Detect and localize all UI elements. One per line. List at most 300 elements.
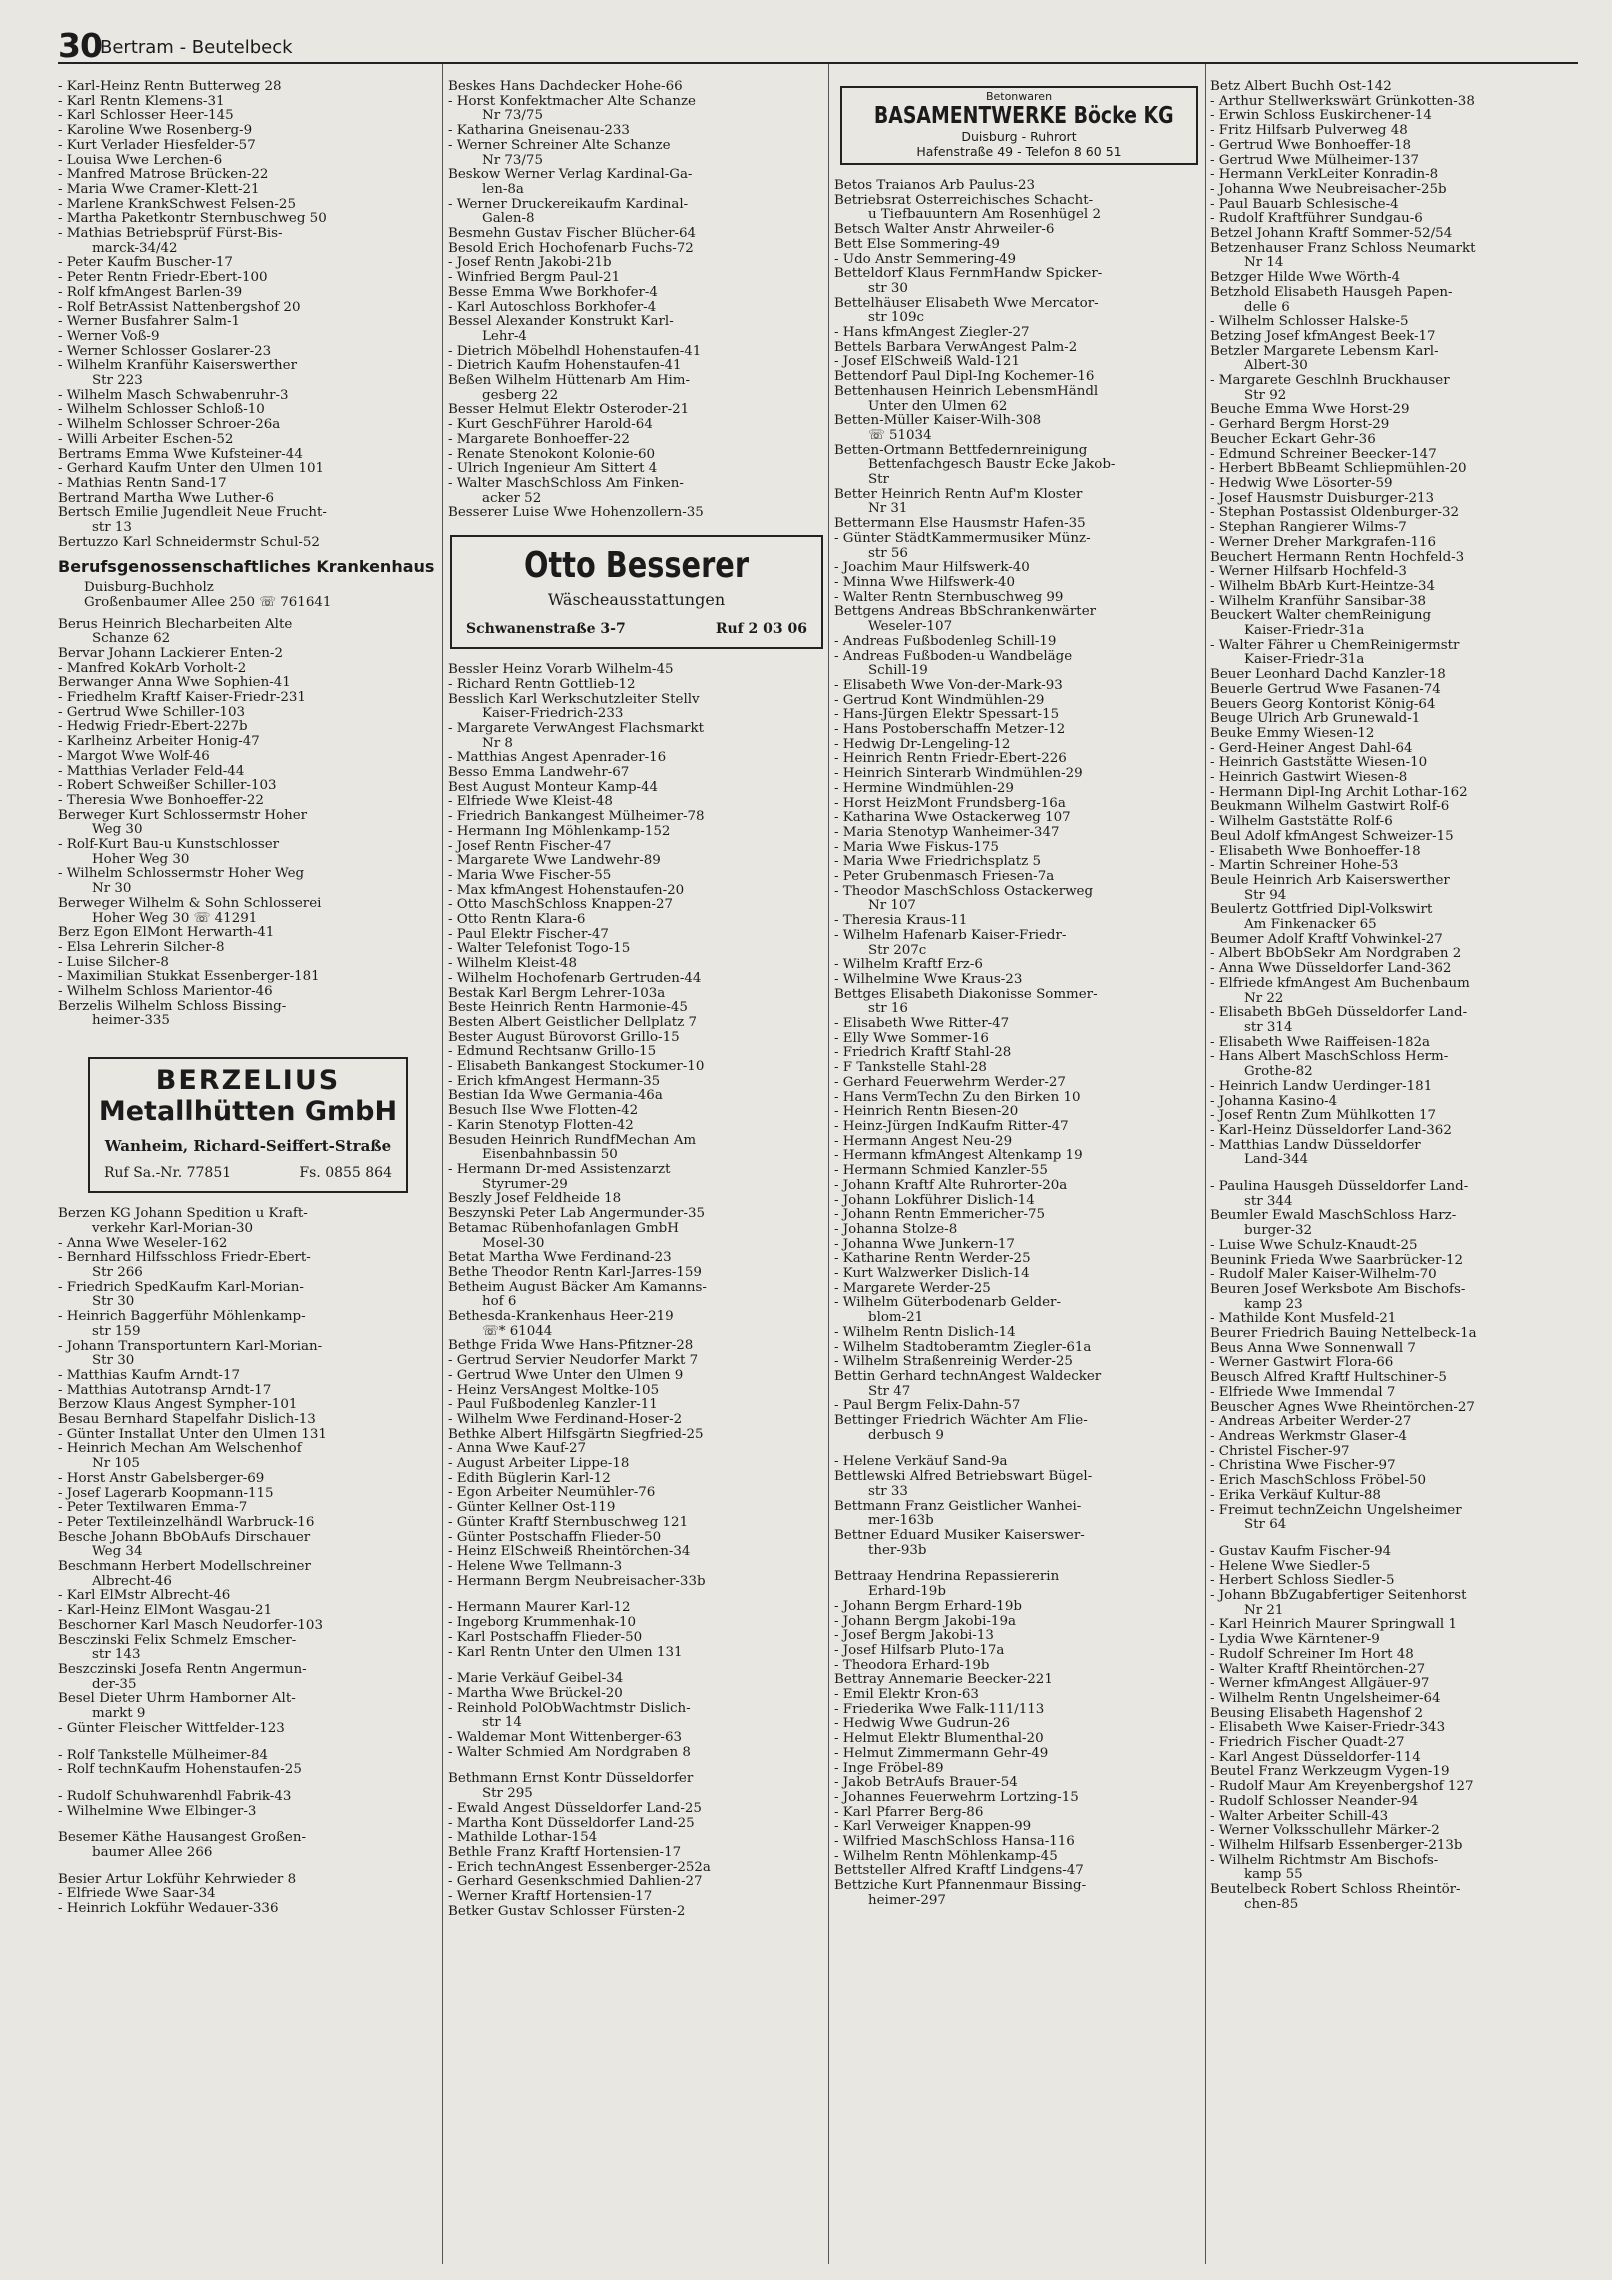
listing-entry: - Kurt Walzwerker Dislich-14 xyxy=(834,1267,1030,1282)
listing-entry: - Wilfried MaschSchloss Hansa-116 xyxy=(834,1835,1075,1850)
header-title: Bertram - Beutelbeck xyxy=(100,37,293,58)
listing-entry: Bethke Albert Hilfsgärtn Siegfried-25 xyxy=(448,1427,704,1442)
listing-entry: - Paul Bergm Felix-Dahn-57 xyxy=(834,1399,1021,1414)
listing-entry: - Horst HeizMont Frundsberg-16a xyxy=(834,796,1066,811)
listing-entry: - Dietrich Möbelhdl Hohenstaufen-41 xyxy=(448,344,702,359)
listing-entry: - Willi Arbeiter Eschen-52 xyxy=(58,432,234,447)
listing-entry: Beschmann Herbert Modellschreiner xyxy=(58,1560,311,1575)
listing-entry: - Joachim Maur Hilfswerk-40 xyxy=(834,561,1030,576)
listing-entry: - Hedwig Wwe Gudrun-26 xyxy=(834,1717,1011,1732)
listing-entry: - Walter MaschSchloss Am Finken- xyxy=(448,476,684,491)
listing-entry: - Renate Stenokont Kolonie-60 xyxy=(448,447,656,462)
listing-entry: - Gerhard Kaufm Unter den Ulmen 101 xyxy=(58,462,325,477)
listing-entry: - Robert Schweißer Schiller-103 xyxy=(58,779,277,794)
listing-entry: Besier Artur Lokführ Kehrwieder 8 xyxy=(58,1872,297,1887)
listing-entry: Beule Heinrich Arb Kaiserswerther xyxy=(1210,873,1450,888)
listing-continuation: Weseler-107 xyxy=(868,620,953,635)
listing-entry: - Rolf BetrAssist Nattenbergshof 20 xyxy=(58,300,301,315)
listing-entry: - Johann Rentn Emmericher-75 xyxy=(834,1208,1046,1223)
column-divider xyxy=(442,64,443,2264)
listing-entry: Bettraay Hendrina Repassiererin xyxy=(834,1570,1060,1585)
column-1 xyxy=(58,80,438,2270)
listing-continuation: acker 52 xyxy=(482,491,542,506)
listing-entry: Besczinski Felix Schmelz Emscher- xyxy=(58,1633,297,1648)
listing-entry: - Helene Verkäuf Sand-9a xyxy=(834,1455,1008,1470)
otto-besserer-advert xyxy=(450,535,823,649)
listing-entry: - Heinrich Gaststätte Wiesen-10 xyxy=(1210,756,1428,771)
listing-entry: - Wilhelm Güterbodenarb Gelder- xyxy=(834,1296,1061,1311)
listing-entry: Berzow Klaus Angest Sympher-101 xyxy=(58,1398,298,1413)
listing-entry: - Werner Volksschullehr Märker-2 xyxy=(1210,1824,1440,1839)
listing-entry: - Gerhard Gesenkschmied Dahlien-27 xyxy=(448,1875,703,1890)
listing-entry: - Karl Rentn Klemens-31 xyxy=(58,94,225,109)
spacer xyxy=(58,1861,438,1873)
listing-continuation: heimer-297 xyxy=(868,1893,946,1908)
listing-entry: Bettner Eduard Musiker Kaiserswer- xyxy=(834,1528,1085,1543)
listing-entry: Besel Dieter Uhrm Hamborner Alt- xyxy=(58,1692,296,1707)
listing-entry: Betamac Rübenhofanlagen GmbH xyxy=(448,1221,679,1236)
listing-entry: Bett Else Sommering-49 xyxy=(834,237,1000,252)
listing-entry: Bettsteller Alfred Kraftf Lindgens-47 xyxy=(834,1864,1084,1879)
listing-entry: - Albert BbObSekr Am Nordgraben 2 xyxy=(1210,947,1462,962)
listing-entry: - Wilhelm Kleist-48 xyxy=(448,957,577,972)
advert-contact xyxy=(90,1155,406,1181)
listing-continuation: verkehr Karl-Morian-30 xyxy=(92,1221,254,1236)
listing-entry: - Werner Kraftf Hortensien-17 xyxy=(448,1890,653,1905)
listing-entry: - Matthias Verlader Feld-44 xyxy=(58,764,245,779)
listing-entry: - Josef ElSchweiß Wald-121 xyxy=(834,355,1020,370)
listing-entry: - Peter Grubenmasch Friesen-7a xyxy=(834,870,1055,885)
spacer xyxy=(1210,1168,1582,1180)
listing-entry: - Karl Verweiger Knappen-99 xyxy=(834,1820,1032,1835)
listing-entry: Bethesda-Krankenhaus Heer-219 xyxy=(448,1310,674,1325)
listing-entry: Beuers Georg Kontorist König-64 xyxy=(1210,697,1436,712)
spacer xyxy=(448,1589,823,1601)
listing-entry: - Edmund Rechtsanw Grillo-15 xyxy=(448,1045,657,1060)
listing-entry: - Gertrud Wwe Unter den Ulmen 9 xyxy=(448,1368,684,1383)
column-4 xyxy=(1210,80,1582,2270)
listing-continuation: ther-93b xyxy=(868,1543,927,1558)
listing-continuation: Nr 22 xyxy=(1244,991,1284,1006)
listing-entry: - Matthias Angest Apenrader-16 xyxy=(448,751,667,766)
listing-entry: - Günter Fleischer Wittfelder-123 xyxy=(58,1721,285,1736)
listing-entry: - Elisabeth Wwe Bonhoeffer-18 xyxy=(1210,844,1421,859)
listing-entry: - Wilhelm Kranführ Sansibar-38 xyxy=(1210,594,1426,609)
listing-entry: - Heinrich Baggerführ Möhlenkamp- xyxy=(58,1310,306,1325)
listing-entry: Beurer Friedrich Bauing Nettelbeck-1a xyxy=(1210,1327,1477,1342)
column-2 xyxy=(448,80,823,2270)
listing-entry: Bethe Theodor Rentn Karl-Jarres-159 xyxy=(448,1265,702,1280)
listing-entry: - Karl-Heinz ElMont Wasgau-21 xyxy=(58,1604,273,1619)
krankenhaus-advert xyxy=(58,557,438,610)
listing-entry: - Paul Elektr Fischer-47 xyxy=(448,927,609,942)
listing-entry: - Karl Heinrich Maurer Springwall 1 xyxy=(1210,1618,1457,1633)
listing-entry: - Gerhard Feuerwehrm Werder-27 xyxy=(834,1075,1066,1090)
listing-entry: - Wilhelm Kraftf Erz-6 xyxy=(834,958,983,973)
listing-entry: - Hans-Jürgen Elektr Spessart-15 xyxy=(834,708,1060,723)
listing-entry: Betzing Josef kfmAngest Beek-17 xyxy=(1210,329,1436,344)
listing-entry: - Josef Lagerarb Koopmann-115 xyxy=(58,1486,274,1501)
listing-entry: Bestak Karl Bergm Lehrer-103a xyxy=(448,986,666,1001)
listing-entry: - Hermann Maurer Karl-12 xyxy=(448,1601,631,1616)
listing-entry: - Heinz ElSchweiß Rheintörchen-34 xyxy=(448,1545,691,1560)
listing-continuation: Str 30 xyxy=(92,1354,135,1369)
listing-entry: - Andreas Werkmstr Glaser-4 xyxy=(1210,1429,1408,1444)
listing-entry: - Jakob BetrAufs Brauer-54 xyxy=(834,1776,1018,1791)
listing-continuation: Nr 21 xyxy=(1244,1603,1284,1618)
listing-entry: - Andreas Fußboden-u Wandbeläge xyxy=(834,649,1073,664)
listing-entry: - Peter Textilwaren Emma-7 xyxy=(58,1501,248,1516)
advert-line: Duisburg-Buchholz xyxy=(84,579,214,595)
listing-entry: - Karl Postschaffn Flieder-50 xyxy=(448,1630,643,1645)
advert-address: Wanheim, Richard-Seiffert-Straße xyxy=(104,1137,392,1156)
listing-entry: Best August Monteur Kamp-44 xyxy=(448,780,659,795)
listing-entry: - Maria Stenotyp Wanheimer-347 xyxy=(834,825,1060,840)
listing-entry: Beszynski Peter Lab Angermunder-35 xyxy=(448,1207,706,1222)
listing-entry: - Elisabeth Wwe Kaiser-Friedr-343 xyxy=(1210,1721,1446,1736)
listing-entry: Bettges Elisabeth Diakonisse Sommer- xyxy=(834,987,1098,1002)
listing-entry: Beusing Elisabeth Hagenshof 2 xyxy=(1210,1706,1424,1721)
listing-entry: Berweger Wilhelm & Sohn Schlosserei xyxy=(58,896,322,911)
listing-entry: Bettray Annemarie Beecker-221 xyxy=(834,1673,1053,1688)
listing-entry: - Christel Fischer-97 xyxy=(1210,1444,1350,1459)
listing-entry: - Karl Rentn Unter den Ulmen 131 xyxy=(448,1645,683,1660)
advert-line: Großenbaumer Allee 250 ☏ 761641 xyxy=(84,594,332,610)
advert-phone: Ruf 2 03 06 xyxy=(715,621,807,638)
listing-continuation: Weg 30 xyxy=(92,823,143,838)
listing-entry: - Wilhelm Kranführ Kaiserswerther xyxy=(58,359,297,374)
listing-entry: Beuche Emma Wwe Horst-29 xyxy=(1210,403,1410,418)
listing-entry: - Egon Arbeiter Neumühler-76 xyxy=(448,1486,656,1501)
listing-entry: - Edmund Schreiner Beecker-147 xyxy=(1210,447,1437,462)
listing-entry: Bertuzzo Karl Schneidermstr Schul-52 xyxy=(58,535,320,550)
listing-entry: Beusch Alfred Kraftf Hultschiner-5 xyxy=(1210,1371,1447,1386)
listing-entry: - Karlheinz Arbeiter Honig-47 xyxy=(58,735,260,750)
listing-entry: - Heinrich Gastwirt Wiesen-8 xyxy=(1210,771,1408,786)
listing-entry: - Josef Rentn Fischer-47 xyxy=(448,839,612,854)
listing-entry: - Wilhelm Stadtoberamtm Ziegler-61a xyxy=(834,1340,1092,1355)
listing-entry: Beutel Franz Werkzeugm Vygen-19 xyxy=(1210,1765,1450,1780)
listing-entry: - Gustav Kaufm Fischer-94 xyxy=(1210,1544,1392,1559)
listing-continuation: Kaiser-Friedr-31a xyxy=(1244,624,1365,639)
listing-entry: Besslich Karl Werkschutzleiter Stellv xyxy=(448,692,700,707)
listing-entry: - Karl-Heinz Düsseldorfer Land-362 xyxy=(1210,1123,1452,1138)
listing-entry: - Heinrich Rentn Friedr-Ebert-226 xyxy=(834,752,1067,767)
listing-entry: - Andreas Fußbodenleg Schill-19 xyxy=(834,634,1057,649)
listing-continuation: mer-163b xyxy=(868,1514,934,1529)
listing-entry: - Werner Schreiner Alte Schanze xyxy=(448,138,671,153)
listing-entry: - Lydia Wwe Kärntener-9 xyxy=(1210,1633,1380,1648)
listing-entry: - Peter Textileinzelhändl Warbruck-16 xyxy=(58,1515,315,1530)
listing-entry: - Karl-Heinz Rentn Butterweg 28 xyxy=(58,80,282,94)
listing-entry: - Johanna Kasino-4 xyxy=(1210,1094,1338,1109)
listing-entry: Betten-Ortmann Bettfedernreinigung xyxy=(834,443,1088,458)
listing-entry: Beuren Josef Werksbote Am Bischofs- xyxy=(1210,1282,1466,1297)
listing-entry: - Karl Pfarrer Berg-86 xyxy=(834,1805,984,1820)
listing-entry: - Rudolf Maur Am Kreyenbergshof 127 xyxy=(1210,1780,1474,1795)
listing-entry: - F Tankstelle Stahl-28 xyxy=(834,1061,987,1076)
listing-entry: - Udo Anstr Semmering-49 xyxy=(834,252,1017,267)
listing-entry: - Anna Wwe Kauf-27 xyxy=(448,1442,586,1457)
listing-entry: - Mathilde Lothar-154 xyxy=(448,1831,598,1846)
listing-entry: - Wilhelm BbArb Kurt-Heintze-34 xyxy=(1210,579,1436,594)
listing-continuation: heimer-335 xyxy=(92,1014,170,1029)
listing-entry: Beus Anna Wwe Sonnenwall 7 xyxy=(1210,1341,1416,1356)
listing-entry: - Richard Rentn Gottlieb-12 xyxy=(448,677,636,692)
listing-continuation: Albrecht-46 xyxy=(92,1574,172,1589)
listing-entry: Bettenhausen Heinrich LebensmHändl xyxy=(834,384,1099,399)
listing-entry: - Hermann Dipl-Ing Archit Lothar-162 xyxy=(1210,785,1468,800)
listing-entry: - Gerd-Heiner Angest Dahl-64 xyxy=(1210,741,1413,756)
listing-entry: - Hans VermTechn Zu den Birken 10 xyxy=(834,1090,1081,1105)
listing-entry: Besuch Ilse Wwe Flotten-42 xyxy=(448,1104,639,1119)
listing-entry: Bethmann Ernst Kontr Düsseldorfer xyxy=(448,1772,694,1787)
listing-entry: Betteldorf Klaus FernmHandw Spicker- xyxy=(834,267,1103,282)
listing-continuation: str 16 xyxy=(868,1002,908,1017)
listing-entry: - Wilhelm Wwe Ferdinand-Hoser-2 xyxy=(448,1412,683,1427)
listing-entry: Bettmann Franz Geistlicher Wanhei- xyxy=(834,1499,1082,1514)
listing-continuation: Bettenfachgesch Baustr Ecke Jakob- xyxy=(868,458,1116,473)
page-header xyxy=(58,28,1578,64)
listing-entry: - Rolf-Kurt Bau-u Kunstschlosser xyxy=(58,838,280,853)
listing-entry: - Margarete VerwAngest Flachsmarkt xyxy=(448,721,704,736)
listing-entry: - Christina Wwe Fischer-97 xyxy=(1210,1459,1396,1474)
listing-entry: - Margarete Wwe Landwehr-89 xyxy=(448,854,661,869)
listing-entry: - Günter StädtKammermusiker Münz- xyxy=(834,531,1091,546)
listing-continuation: Albert-30 xyxy=(1244,359,1308,374)
listing-entry: - Hans kfmAngest Ziegler-27 xyxy=(834,326,1030,341)
listing-entry: - Elisabeth Bankangest Stockumer-10 xyxy=(448,1060,705,1075)
listing-continuation: u Tiefbauuntern Am Rosenhügel 2 xyxy=(868,208,1101,223)
listing-entry: Betzhold Elisabeth Hausgeh Papen- xyxy=(1210,285,1453,300)
listing-entry: - Friedrich Kraftf Stahl-28 xyxy=(834,1046,1012,1061)
listing-entry: - Arthur Stellwerkswärt Grünkotten-38 xyxy=(1210,94,1475,109)
listing-entry: - Hermann Angest Neu-29 xyxy=(834,1134,1013,1149)
listing-entry: Betzel Johann Kraftf Sommer-52/54 xyxy=(1210,227,1453,242)
listing-entry: - Josef Rentn Zum Mühlkotten 17 xyxy=(1210,1109,1437,1124)
advert-city: Duisburg - Ruhrort xyxy=(961,129,1077,144)
listing-continuation: str 33 xyxy=(868,1484,908,1499)
listing-entry: - Rudolf Kraftführer Sundgau-6 xyxy=(1210,212,1423,227)
listing-entry: - Werner Schlosser Goslarer-23 xyxy=(58,344,272,359)
listing-entry: - Friederika Wwe Falk-111/113 xyxy=(834,1702,1045,1717)
listing-entry: - Rolf technKaufm Hohenstaufen-25 xyxy=(58,1763,302,1778)
listing-entry: - Hedwig Friedr-Ebert-227b xyxy=(58,720,248,735)
listing-entry: - Erich technAngest Essenberger-252a xyxy=(448,1860,711,1875)
listing-continuation: kamp 23 xyxy=(1244,1297,1303,1312)
listing-continuation: Nr 107 xyxy=(868,899,916,914)
advert-business: Wäscheausstattungen xyxy=(547,590,726,610)
listing-entry: - Wilhelm Gaststätte Rolf-6 xyxy=(1210,815,1393,830)
listing-entry: Bestian Ida Wwe Germania-46a xyxy=(448,1089,663,1104)
listing-entry: - Erich kfmAngest Hermann-35 xyxy=(448,1074,661,1089)
listing-entry: - Erwin Schloss Euskirchener-14 xyxy=(1210,109,1432,124)
listing-entry: - Johannes Feuerwehrm Lortzing-15 xyxy=(834,1790,1079,1805)
listing-continuation: Nr 105 xyxy=(92,1457,140,1472)
listing-entry: - Gertrud Wwe Schiller-103 xyxy=(58,705,245,720)
listing-continuation: Hoher Weg 30 ☏ 41291 xyxy=(92,911,258,926)
listing-entry: - Hermann kfmAngest Altenkamp 19 xyxy=(834,1149,1083,1164)
listing-entry: Beuckert Walter chemReinigung xyxy=(1210,609,1432,624)
listing-entry: - Mathilde Kont Musfeld-21 xyxy=(1210,1312,1397,1327)
listing-entry: - Wilhelmine Wwe Elbinger-3 xyxy=(58,1804,257,1819)
listing-entry: - Elly Wwe Sommer-16 xyxy=(834,1031,989,1046)
listing-continuation: Str 47 xyxy=(868,1384,911,1399)
listing-entry: - Hermine Windmühlen-29 xyxy=(834,781,1014,796)
spacer xyxy=(58,1737,438,1749)
listing-entry: - Elisabeth BbGeh Düsseldorfer Land- xyxy=(1210,1006,1468,1021)
spacer xyxy=(834,1558,1206,1570)
basamentwerke-advert xyxy=(840,86,1198,165)
listing-continuation: baumer Allee 266 xyxy=(92,1846,213,1861)
listing-continuation: der-35 xyxy=(92,1677,137,1692)
listing-entry: - August Arbeiter Lippe-18 xyxy=(448,1457,630,1472)
listing-entry: Bettelhäuser Elisabeth Wwe Mercator- xyxy=(834,296,1099,311)
listing-entry: - Elfriede Wwe Saar-34 xyxy=(58,1887,216,1902)
listing-entry: - Freimut technZeichn Ungelsheimer xyxy=(1210,1503,1462,1518)
listing-continuation: Nr 30 xyxy=(92,882,132,897)
listing-entry: - Gerhard Bergm Horst-29 xyxy=(1210,418,1390,433)
listing-entry: - Ingeborg Krummenhak-10 xyxy=(448,1616,637,1631)
listing-entry: - Elfriede Wwe Kleist-48 xyxy=(448,795,613,810)
listing-continuation: Str xyxy=(868,473,889,488)
listing-entry: Bessler Heinz Vorarb Wilhelm-45 xyxy=(448,663,674,678)
advert-contact xyxy=(452,609,821,637)
listing-entry: Besuden Heinrich RundfMechan Am xyxy=(448,1133,697,1148)
listing-entry: - Johanna Wwe Neubreisacher-25b xyxy=(1210,182,1447,197)
listing-entry: - Waldemar Mont Wittenberger-63 xyxy=(448,1731,682,1746)
listing-entry: - Gertrud Servier Neudorfer Markt 7 xyxy=(448,1354,699,1369)
listing-entry: - Stephan Rangierer Wilms-7 xyxy=(1210,521,1407,536)
listing-entry: - Wilhelm Hilfsarb Essenberger-213b xyxy=(1210,1838,1463,1853)
listing-entry: Bester August Bürovorst Grillo-15 xyxy=(448,1030,680,1045)
listing-continuation: Schill-19 xyxy=(868,664,928,679)
listing-entry: - Luise Silcher-8 xyxy=(58,955,169,970)
listing-entry: - Minna Wwe Hilfswerk-40 xyxy=(834,575,1015,590)
listing-entry: - Friedrich Bankangest Mülheimer-78 xyxy=(448,810,705,825)
listing-continuation: str 13 xyxy=(92,521,132,536)
listing-entry: - Otto MaschSchloss Knappen-27 xyxy=(448,898,674,913)
listing-entry: - Johann Lokführer Dislich-14 xyxy=(834,1193,1035,1208)
listing-entry: Beuchert Hermann Rentn Hochfeld-3 xyxy=(1210,550,1465,565)
listing-continuation: derbusch 9 xyxy=(868,1428,944,1443)
listing-entry: Bettinger Friedrich Wächter Am Flie- xyxy=(834,1414,1088,1429)
listing-entry: Beuer Leonhard Dachd Kanzler-18 xyxy=(1210,668,1446,683)
listing-entry: - Mathias Rentn Sand-17 xyxy=(58,476,227,491)
listing-entry: Bettin Gerhard technAngest Waldecker xyxy=(834,1369,1102,1384)
listing-entry: - Rudolf Schreiner Im Hort 48 xyxy=(1210,1647,1414,1662)
listing-entry: Besold Erich Hochofenarb Fuchs-72 xyxy=(448,241,694,256)
listing-entry: - Helmut Zimmermann Gehr-49 xyxy=(834,1746,1049,1761)
page-number: 30 xyxy=(58,26,102,65)
listing-entry: Bettlewski Alfred Betriebswart Bügel- xyxy=(834,1470,1093,1485)
listing-entry: - Hermann VerkLeiter Konradin-8 xyxy=(1210,168,1439,183)
listing-entry: - Elfriede kfmAngest Am Buchenbaum xyxy=(1210,976,1470,991)
listing-entry: Bethge Frida Wwe Hans-Pfitzner-28 xyxy=(448,1339,694,1354)
listing-entry: - Wilhelm Schlossermstr Hoher Weg xyxy=(58,867,305,882)
listing-entry: - Margot Wwe Wolf-46 xyxy=(58,749,210,764)
listing-entry: - Werner kfmAngest Allgäuer-97 xyxy=(1210,1677,1430,1692)
listing-entry: - Winfried Bergm Paul-21 xyxy=(448,271,621,286)
listing-entry: - Katharina Gneisenau-233 xyxy=(448,124,630,139)
listing-continuation: Nr 31 xyxy=(868,502,908,517)
listing-entry: - Johanna Stolze-8 xyxy=(834,1222,958,1237)
listing-entry: Besse Emma Wwe Borkhofer-4 xyxy=(448,285,658,300)
listing-entry: Berwanger Anna Wwe Sophien-41 xyxy=(58,676,291,691)
listing-entry: - Emil Elektr Kron-63 xyxy=(834,1688,979,1703)
listing-entry: - Marie Verkäuf Geibel-34 xyxy=(448,1672,624,1687)
listing-entry: - Wilhelm Rentn Möhlenkamp-45 xyxy=(834,1849,1058,1864)
listing-entry: Besso Emma Landwehr-67 xyxy=(448,766,630,781)
listing-entry: - Hermann Schmied Kanzler-55 xyxy=(834,1164,1048,1179)
listing-entry: - Maria Wwe Friedrichsplatz 5 xyxy=(834,855,1042,870)
listing-continuation: Nr 14 xyxy=(1244,256,1284,271)
listing-continuation: Str 295 xyxy=(482,1787,533,1802)
listing-entry: Beutelbeck Robert Schloss Rheintör- xyxy=(1210,1883,1461,1898)
listing-entry: - Horst Konfektmacher Alte Schanze xyxy=(448,94,696,109)
listing-continuation: chen-85 xyxy=(1244,1897,1299,1912)
listing-entry: - Wilhelm Rentn Ungelsheimer-64 xyxy=(1210,1691,1441,1706)
listing-entry: Beskow Werner Verlag Kardinal-Ga- xyxy=(448,168,693,183)
listing-entry: - Stephan Postassist Oldenburger-32 xyxy=(1210,506,1460,521)
listing-entry: - Maria Wwe Fischer-55 xyxy=(448,868,612,883)
listing-entry: Berz Egon ElMont Herwarth-41 xyxy=(58,926,275,941)
listing-continuation: Unter den Ulmen 62 xyxy=(868,399,1008,414)
listing-entry: - Werner Druckereikaufm Kardinal- xyxy=(448,197,689,212)
listing-entry: - Johann Bergm Erhard-19b xyxy=(834,1599,1022,1614)
listing-entry: - Wilhelm Richtmstr Am Bischofs- xyxy=(1210,1853,1439,1868)
listing-entry: - Margarete Geschlnh Bruckhauser xyxy=(1210,374,1450,389)
listing-entry: - Walter Telefonist Togo-15 xyxy=(448,942,631,957)
listing-entry: - Johann BbZugabfertiger Seitenhorst xyxy=(1210,1589,1467,1604)
listing-entry: - Günter Installat Unter den Ulmen 131 xyxy=(58,1427,327,1442)
listing-entry: Bettendorf Paul Dipl-Ing Kochemer-16 xyxy=(834,370,1095,385)
listing-entry: - Anna Wwe Düsseldorfer Land-362 xyxy=(1210,962,1452,977)
listing-entry: - Horst Anstr Gabelsberger-69 xyxy=(58,1471,265,1486)
advert-heading: Berufsgenossenschaftliches Krankenhaus xyxy=(58,556,435,576)
listing-entry: Bertsch Emilie Jugendleit Neue Frucht- xyxy=(58,506,327,521)
listing-entry: Besche Johann BbObAufs Dirschauer xyxy=(58,1530,311,1545)
listing-entry: Betz Albert Buchh Ost-142 xyxy=(1210,80,1392,94)
listing-entry: Betzler Margarete Lebensm Karl- xyxy=(1210,344,1439,359)
listing-entry: - Anna Wwe Weseler-162 xyxy=(58,1236,228,1251)
advert-telex: Fs. 0855 864 xyxy=(299,1165,392,1182)
listing-entry: Bertrand Martha Wwe Luther-6 xyxy=(58,491,275,506)
listing-entry: Betos Traianos Arb Paulus-23 xyxy=(834,179,1035,193)
listing-entry: Besser Helmut Elektr Osteroder-21 xyxy=(448,403,690,418)
listing-entry: Besten Albert Geistlicher Dellplatz 7 xyxy=(448,1015,698,1030)
listing-entry: - Paul Fußbodenleg Kanzler-11 xyxy=(448,1398,658,1413)
listing-entry: Beunink Frieda Wwe Saarbrücker-12 xyxy=(1210,1253,1464,1268)
listing-entry: Beuke Emmy Wiesen-12 xyxy=(1210,726,1375,741)
listing-continuation: Kaiser-Friedrich-233 xyxy=(482,707,624,722)
listing-entry: Berus Heinrich Blecharbeiten Alte xyxy=(58,617,293,632)
listing-entry: - Walter Fährer u ChemReinigermstr xyxy=(1210,638,1460,653)
listing-continuation: Hoher Weg 30 xyxy=(92,852,190,867)
listing-continuation: marck-34/42 xyxy=(92,241,178,256)
listing-entry: Beskes Hans Dachdecker Hohe-66 xyxy=(448,80,683,94)
listing-entry: - Heinrich Rentn Biesen-20 xyxy=(834,1105,1019,1120)
listing-entry: - Elsa Lehrerin Silcher-8 xyxy=(58,940,225,955)
listing-entry: Beszczinski Josefa Rentn Angermun- xyxy=(58,1662,307,1677)
listing-entry: - Josef Rentn Jakobi-21b xyxy=(448,256,612,271)
listing-entry: Beschorner Karl Masch Neudorfer-103 xyxy=(58,1618,323,1633)
listing-continuation: Galen-8 xyxy=(482,212,535,227)
listing-continuation: ☏* 61044 xyxy=(482,1324,553,1339)
listing-entry: Bettziche Kurt Pfannenmaur Bissing- xyxy=(834,1879,1087,1894)
listing-entry: - Johann Bergm Jakobi-19a xyxy=(834,1614,1016,1629)
listing-entry: - Hans Postoberschaffn Metzer-12 xyxy=(834,723,1066,738)
